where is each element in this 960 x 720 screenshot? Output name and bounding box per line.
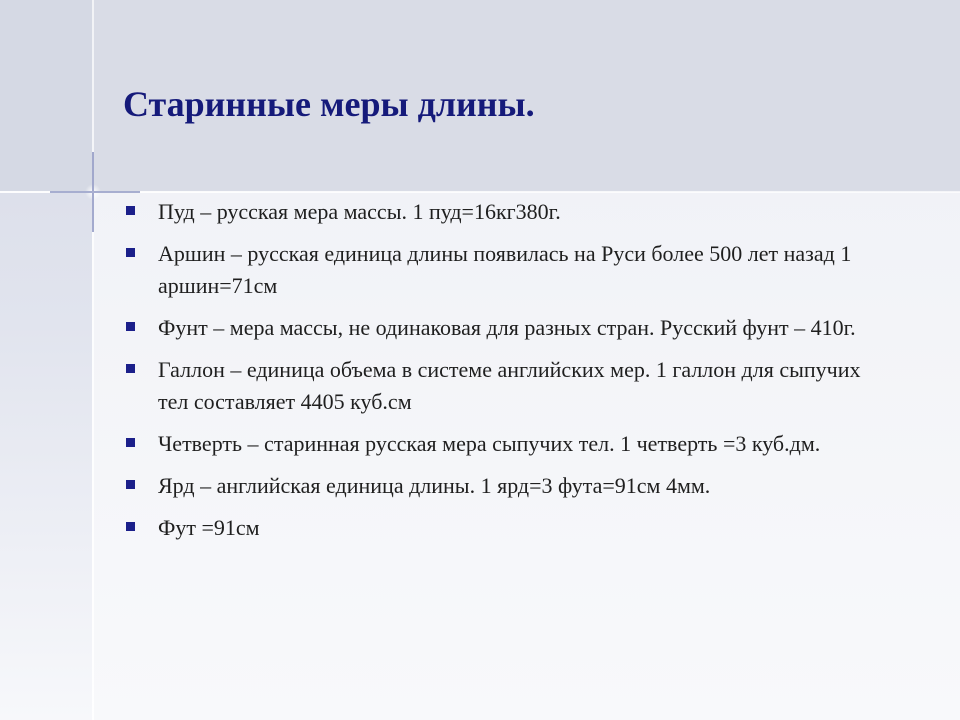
bullet-text-fut: Фут =91см (158, 515, 260, 540)
square-bullet-icon (126, 364, 135, 373)
list-item (124, 312, 894, 344)
list-item (124, 428, 894, 460)
square-bullet-icon (126, 438, 135, 447)
bullet-text-chetvert: Четверть – старинная русская мера сыпучих тел. 1 четверть =3 куб.дм. (158, 431, 821, 456)
list-item (124, 196, 894, 228)
list-item (124, 512, 894, 544)
bullet-list (124, 196, 894, 554)
list-item (124, 238, 894, 302)
list-item (124, 470, 894, 502)
bullet-text-funt: Фунт – мера массы, не одинаковая для разных стран. Русский фунт – 410г. (158, 315, 856, 340)
square-bullet-icon (126, 322, 135, 331)
list-item (124, 354, 894, 418)
square-bullet-icon (126, 248, 135, 257)
bullet-text-pud: Пуд – русская мера массы. 1 пуд=16кг380г. (158, 199, 561, 224)
bullet-text-arshin: Аршин – русская единица длины появилась на Руси более 500 лет назад 1 аршин=71см (158, 241, 852, 298)
slide-title: Старинные меры длины. (123, 84, 535, 124)
bullet-text-gallon: Галлон – единица объема в системе английских мер. 1 галлон для сыпучих тел составляет 4405 куб.см (158, 357, 861, 414)
bullet-text-yard: Ярд – английская единица длины. 1 ярд=3 фута=91см 4мм. (158, 473, 711, 498)
square-bullet-icon (126, 522, 135, 531)
square-bullet-icon (126, 480, 135, 489)
square-bullet-icon (126, 206, 135, 215)
vertical-rule (92, 0, 94, 720)
